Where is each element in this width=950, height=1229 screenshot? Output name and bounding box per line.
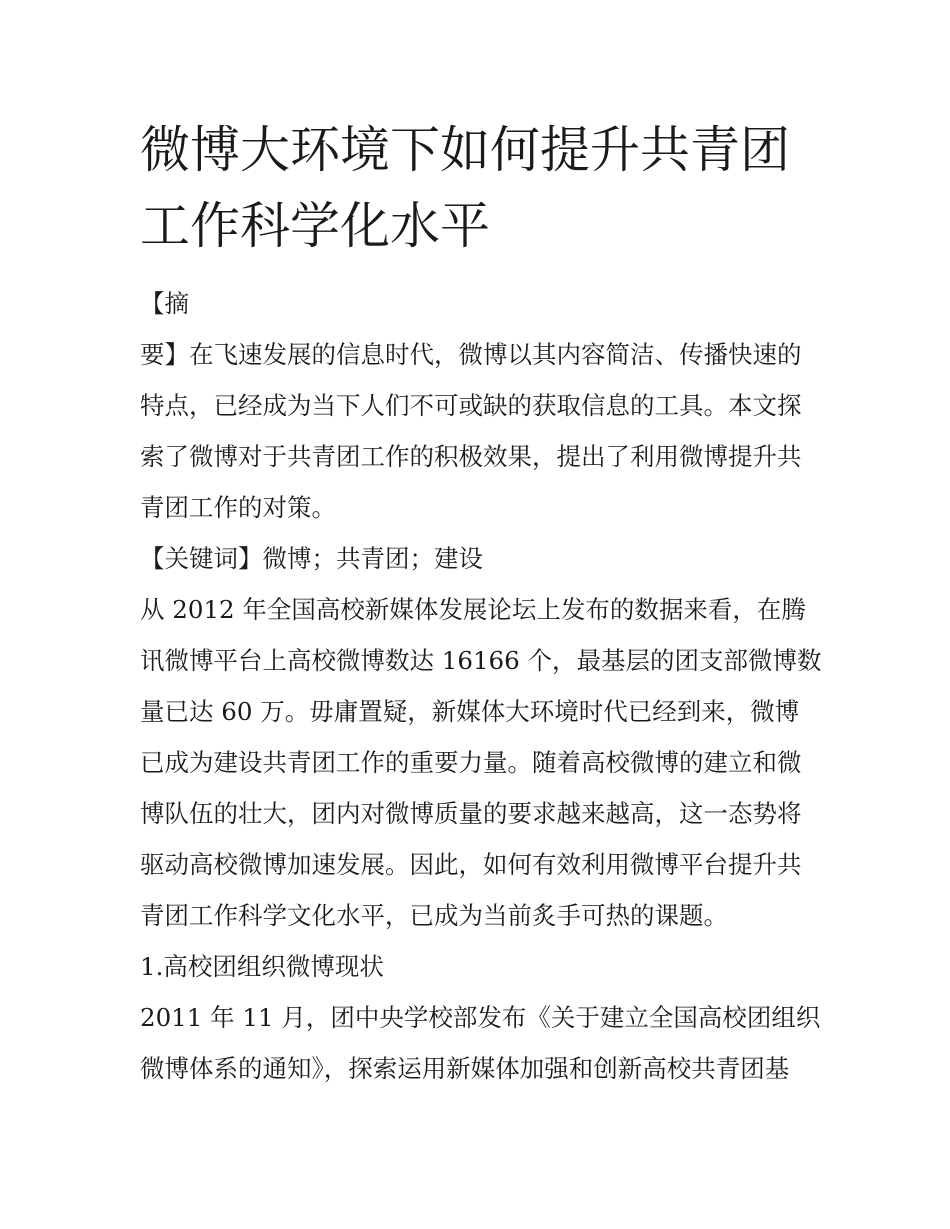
intro-line-2: 讯微博平台上高校微博数达 16166 个，最基层的团支部微博数 — [140, 646, 822, 675]
intro-line-5: 博队伍的壮大，团内对微博质量的要求越来越高，这一态势将 — [140, 799, 802, 828]
intro-line-3: 量已达 60 万。毋庸置疑，新媒体大环境时代已经到来，微博 — [140, 697, 800, 726]
intro-line-4: 已成为建设共青团工作的重要力量。随着高校微博的建立和微 — [140, 748, 802, 777]
abstract-line-4: 青团工作的对策。 — [140, 493, 336, 522]
abstract-line-1: 要】在飞速发展的信息时代，微博以其内容简洁、传播快速的 — [140, 340, 802, 369]
document-title — [140, 112, 820, 264]
section-heading-1: 1.高校团组织微博现状 — [140, 952, 384, 981]
document-body — [140, 278, 820, 1094]
intro-line-7: 青团工作科学文化水平，已成为当前炙手可热的课题。 — [140, 901, 728, 930]
section-1-line-2: 微博体系的通知》，探索运用新媒体加强和创新高校共青团基 — [140, 1054, 790, 1083]
intro-line-1: 从 2012 年全国高校新媒体发展论坛上发布的数据来看，在腾 — [140, 595, 806, 624]
abstract-line-2: 特点，已经成为当下人们不可或缺的获取信息的工具。本文探 — [140, 391, 802, 420]
title-line-1: 微博大环境下如何提升共青团 — [140, 121, 790, 179]
abstract-label-line: 【摘 — [140, 289, 189, 318]
section-1-line-1: 2011 年 11 月，团中央学校部发布《关于建立全国高校团组织 — [140, 1003, 821, 1032]
abstract-line-3: 索了微博对于共青团工作的积极效果，提出了利用微博提升共 — [140, 442, 802, 471]
title-line-2: 工作科学化水平 — [140, 197, 490, 255]
keywords-line: 【关键词】微博；共青团；建设 — [140, 544, 483, 573]
intro-line-6: 驱动高校微博加速发展。因此，如何有效利用微博平台提升共 — [140, 850, 802, 879]
